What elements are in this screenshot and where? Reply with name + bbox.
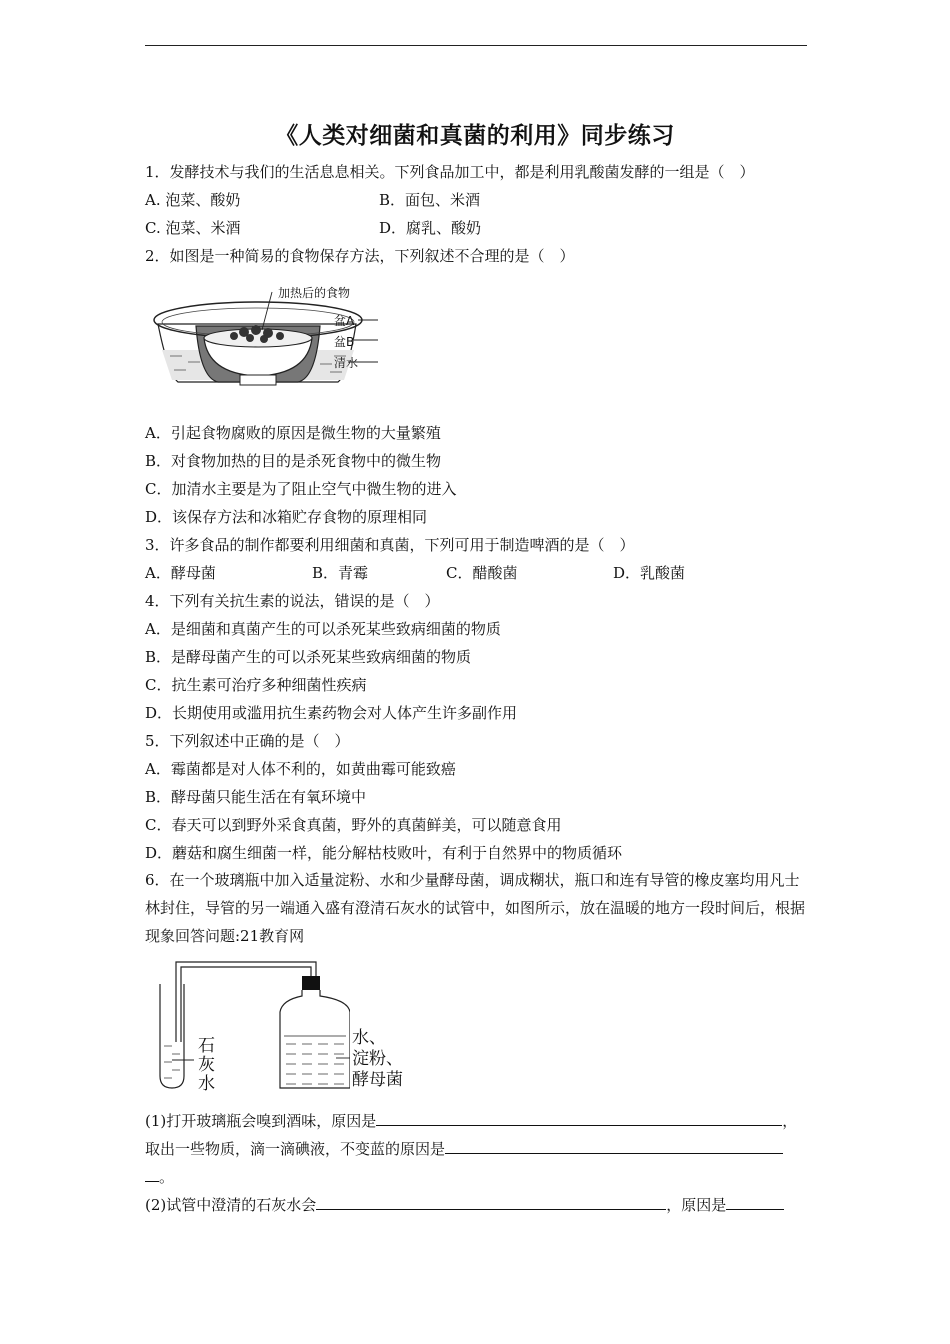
q6-part1-line xyxy=(145,1110,797,1131)
page-title: 《人类对细菌和真菌的利用》同步练习 xyxy=(275,122,675,149)
q1-stem: 1．发酵技术与我们的生活息息相关。下列食品加工中，都是利用乳酸菌发酵的一组是（ ） xyxy=(145,163,755,181)
q6-part1c-line xyxy=(145,1166,174,1187)
label-mix-1: 水、 xyxy=(352,1028,386,1048)
q6-answer-blank-1[interactable] xyxy=(376,1110,782,1126)
q4-stem: 4．下列有关抗生素的说法，错误的是（ ） xyxy=(145,592,440,610)
q3-option-c: C．醋酸菌 xyxy=(446,564,518,582)
rubber-stopper xyxy=(302,976,320,990)
q1-option-d: D．腐乳、酸奶 xyxy=(379,219,482,237)
q5-option-b: B．酵母菌只能生活在有氧环境中 xyxy=(145,788,367,806)
q4-option-c: C．抗生素可治疗多种细菌性疾病 xyxy=(145,676,367,694)
q1-option-b: B．面包、米酒 xyxy=(379,191,481,209)
q6-part2-mid: ，原因是 xyxy=(666,1196,727,1214)
q6-answer-blank-3[interactable] xyxy=(316,1194,666,1210)
label-lime-2: 灰 xyxy=(198,1055,215,1075)
test-tube xyxy=(160,984,184,1088)
q6-part1c-end: 。 xyxy=(159,1168,175,1186)
q2-option-c: C．加清水主要是为了阻止空气中微生物的进入 xyxy=(145,480,457,498)
q2-option-a: A．引起食物腐败的原因是微生物的大量繁殖 xyxy=(145,424,441,442)
header-rule xyxy=(145,45,807,46)
q3-stem: 3．许多食品的制作都要利用细菌和真菌，下列可用于制造啤酒的是（ ） xyxy=(145,536,635,554)
q2-option-d: D．该保存方法和冰箱贮存食物的原理相同 xyxy=(145,508,428,526)
q5-stem: 5．下列叙述中正确的是（ ） xyxy=(145,732,350,750)
q3-option-b: B．青霉 xyxy=(312,564,369,582)
q3-option-a: A．酵母菌 xyxy=(145,564,216,582)
q5-option-c: C．春天可以到野外采食真菌，野外的真菌鲜美，可以随意食用 xyxy=(145,816,562,834)
q6-answer-blank-2-cont[interactable] xyxy=(145,1166,159,1182)
label-mix-3: 酵母菌 xyxy=(352,1070,403,1090)
label-basin-a: 盆A xyxy=(334,314,355,328)
q6-part1-end: ， xyxy=(782,1112,798,1130)
q2-option-b: B．对食物加热的目的是杀死食物中的微生物 xyxy=(145,452,442,470)
label-basin-b: 盆B xyxy=(334,335,355,349)
q6-stem: 6．在一个玻璃瓶中加入适量淀粉、水和少量酵母菌，调成糊状，瓶口和连有导管的橡皮塞均用凡士林封住，导管的另一端通入盛有澄清石灰水的试管中，如图所示，放在温暖的地方一段时间后，根据现象回答问题:21教育网 xyxy=(145,871,806,945)
label-lime-3: 水 xyxy=(198,1074,215,1094)
fermentation-apparatus-figure xyxy=(150,954,350,1094)
q1-option-c: C. 泡菜、米酒 xyxy=(145,219,241,237)
q6-part2-line xyxy=(145,1194,784,1215)
q4-option-b: B．是酵母菌产生的可以杀死某些致病细菌的物质 xyxy=(145,648,472,666)
q1-option-a: A. 泡菜、酸奶 xyxy=(145,191,241,209)
label-lime-1: 石 xyxy=(198,1036,215,1056)
q5-option-a: A．霉菌都是对人体不利的，如黄曲霉可能致癌 xyxy=(145,760,456,778)
q3-option-d: D．乳酸菌 xyxy=(613,564,686,582)
label-water: 清水 xyxy=(334,356,359,370)
q6-part1b-line xyxy=(145,1138,783,1159)
q6-answer-blank-4[interactable] xyxy=(726,1194,784,1210)
q6-answer-blank-2[interactable] xyxy=(445,1138,783,1154)
q6-part2-text: (2)试管中澄清的石灰水会 xyxy=(145,1196,317,1214)
label-heated-food: 加热后的食物 xyxy=(278,286,351,300)
q2-stem: 2．如图是一种简易的食物保存方法，下列叙述不合理的是（ ） xyxy=(145,247,575,265)
q5-option-d: D．蘑菇和腐生细菌一样，能分解枯枝败叶，有利于自然界中的物质循环 xyxy=(145,844,623,862)
q6-part1-text: (1)打开玻璃瓶会嗅到酒味，原因是 xyxy=(145,1112,377,1130)
glass-bottle xyxy=(280,990,350,1088)
q4-option-d: D．长期使用或滥用抗生素药物会对人体产生许多副作用 xyxy=(145,704,518,722)
q4-option-a: A．是细菌和真菌产生的可以杀死某些致病细菌的物质 xyxy=(145,620,501,638)
label-mix-2: 淀粉、 xyxy=(352,1049,403,1069)
q6-part1b-text: 取出一些物质，滴一滴碘液，不变蓝的原因是 xyxy=(145,1140,446,1158)
